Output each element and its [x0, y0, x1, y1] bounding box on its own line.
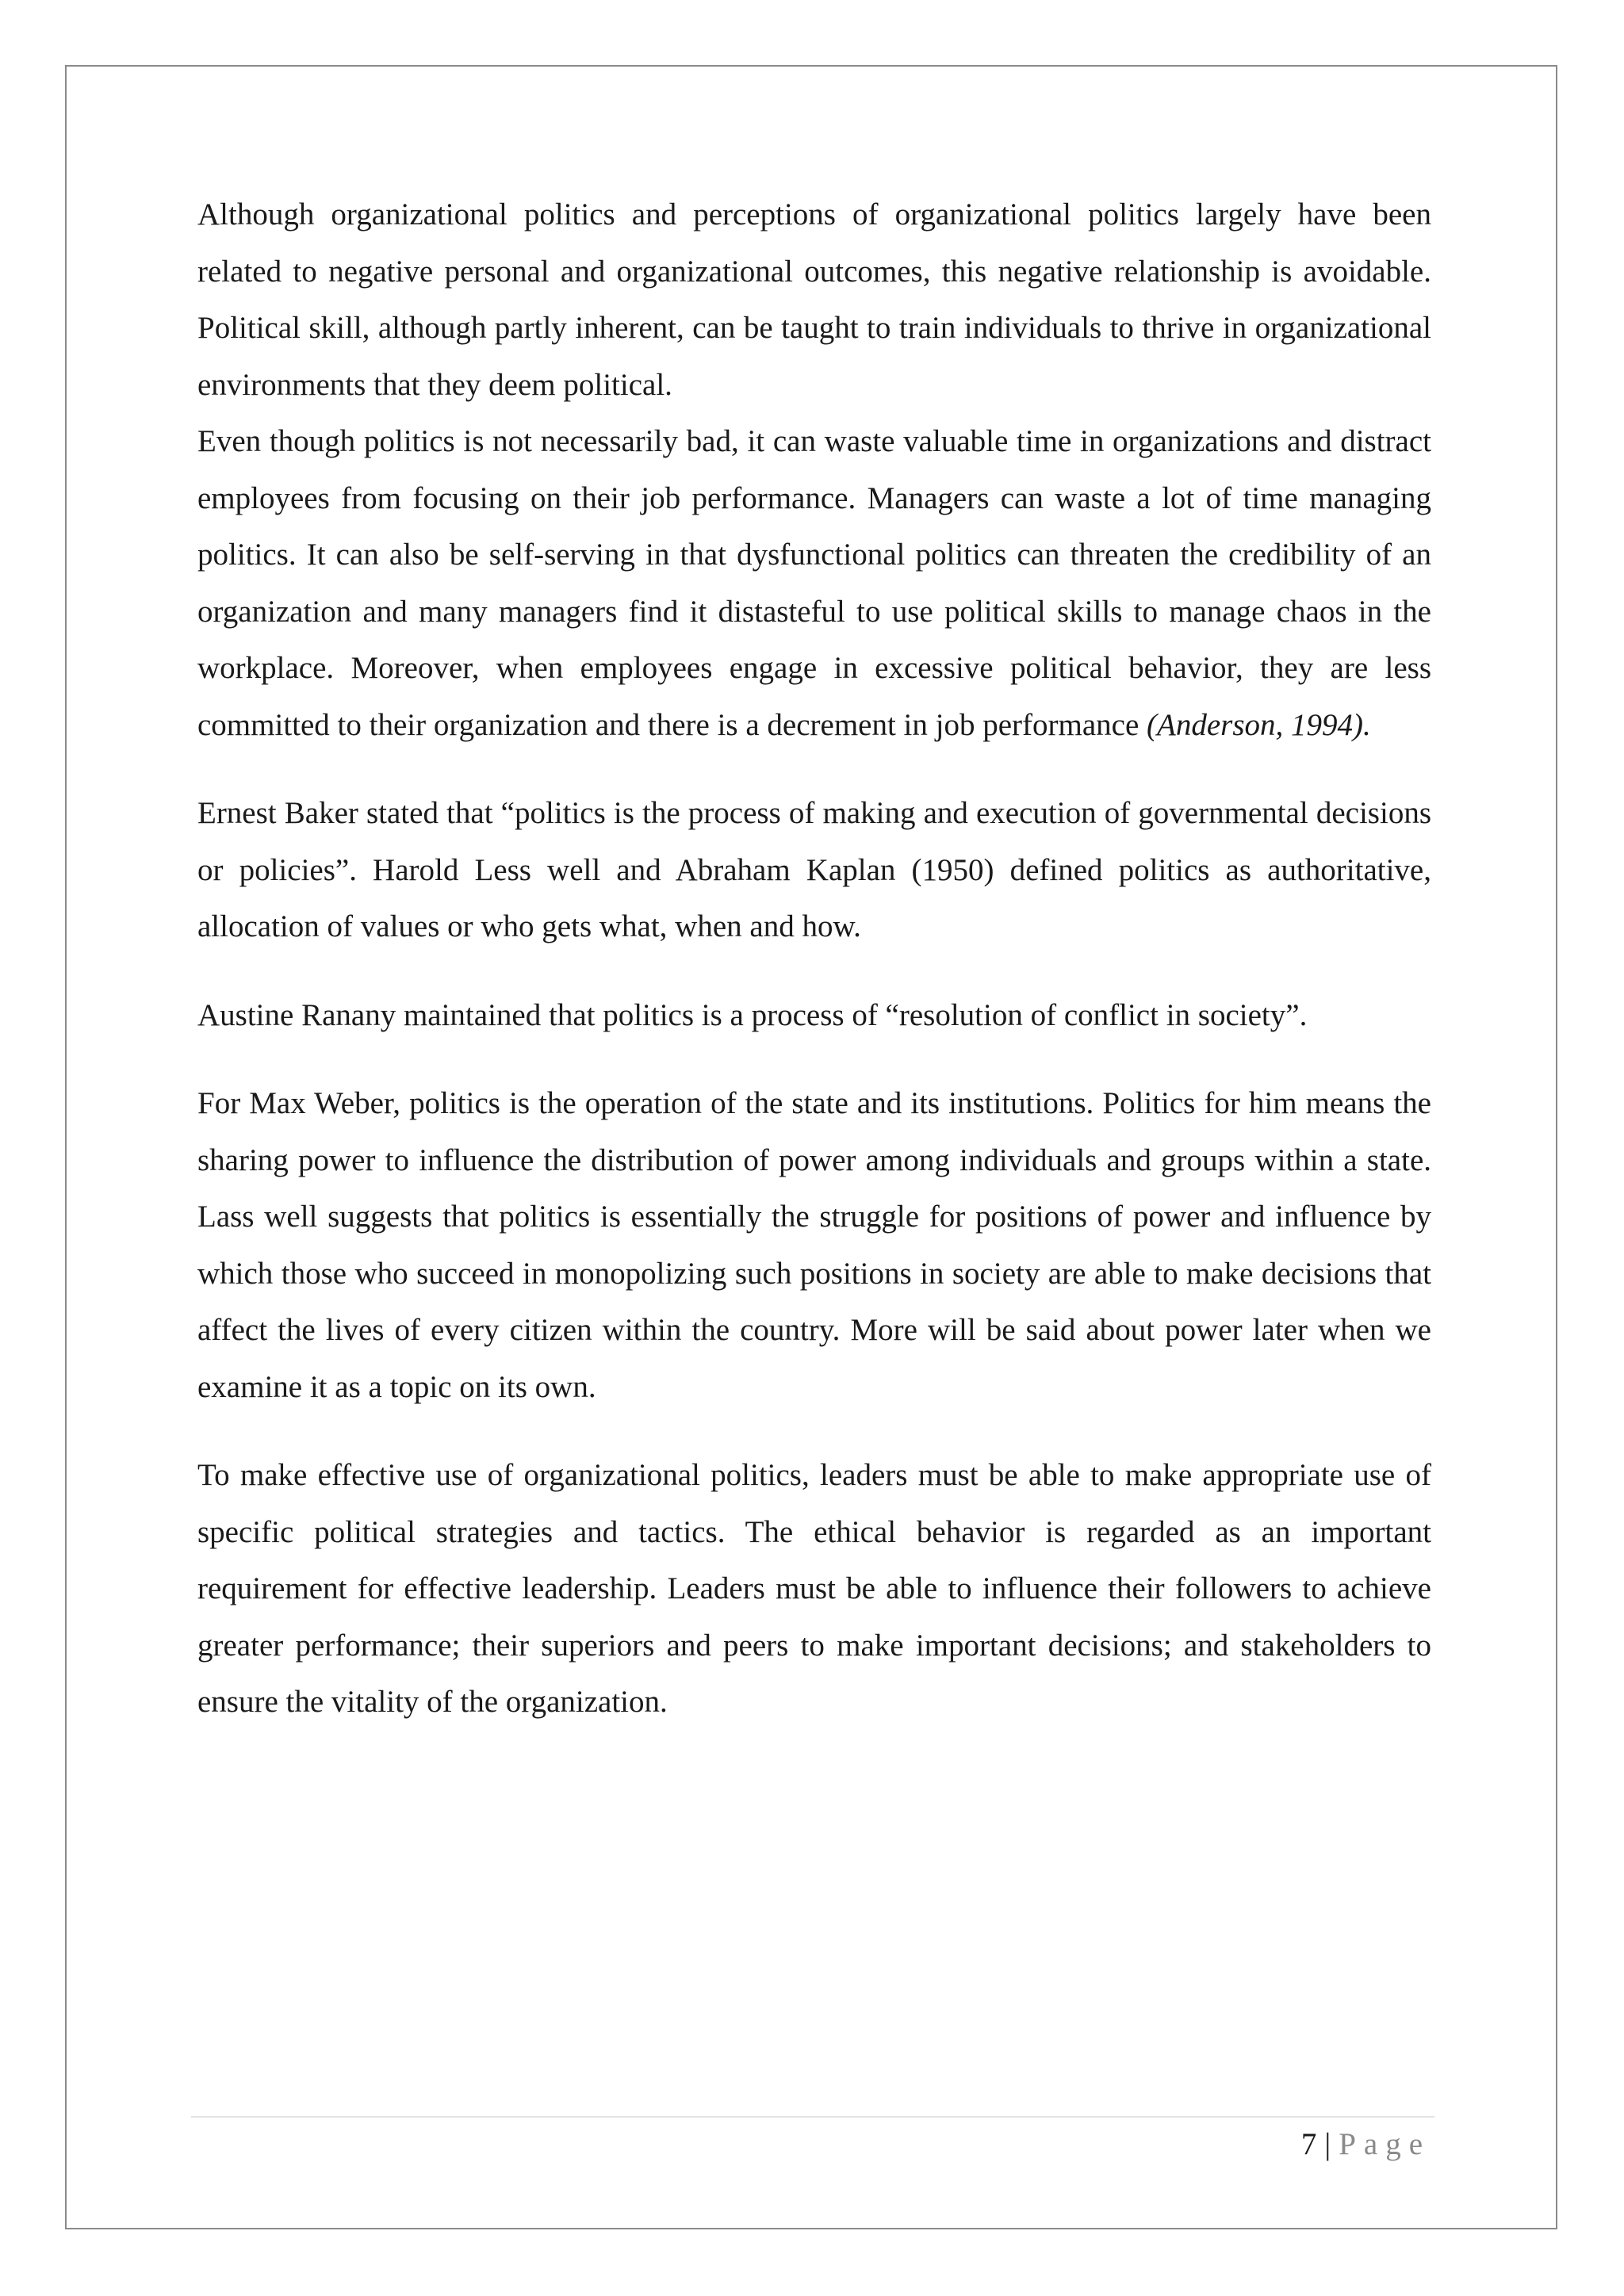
- paragraph-3: Ernest Baker stated that “politics is the process of making and execution of governmental decisions or policies”. Harold Less well and Abraham Kaplan (1950) defined politics as authoritative, allocation of values or who gets what, when and how.: [197, 796, 1431, 943]
- paragraph-6: To make effective use of organizational politics, leaders must be able to make appropriate use of specific political strategies and tactics. The ethical behavior is regarded as an important requirement for effective leadership. Leaders must be able to influence their followers to achieve greater performance; their superiors and peers to make important decisions; and stakeholders to ensure the vitality of the organization.: [197, 1458, 1431, 1719]
- paragraph-4: Austine Ranany maintained that politics is a process of “resolution of conflict in society”.: [197, 997, 1308, 1032]
- paragraph-2: [197, 413, 1431, 753]
- page-number: 7: [1300, 2127, 1317, 2161]
- citation: (Anderson, 1994).: [1147, 707, 1371, 742]
- footer-separator: |: [1324, 2127, 1331, 2161]
- page-label: Page: [1339, 2127, 1431, 2161]
- page-footer: [1301, 2125, 1431, 2164]
- paragraph-2-text: Even though politics is not necessarily bad, it can waste valuable time in organizations and distract employees from focusing on their job performance. Managers can waste a lot of time managing politics. It can also be self-serving in that dysfunctional politics can threaten the credibility of an organization and many managers find it distasteful to use political skills to manage chaos in the workplace. Moreover, when employees engage in excessive political behavior, they are less committed to their organization and there is a decrement in job performance: [197, 424, 1431, 742]
- paragraph-5: For Max Weber, politics is the operation of the state and its institutions. Politics for him means the sharing power to influence the distribution of power among individuals and groups within a state. Lass well suggests that politics is essentially the struggle for positions of power and influence by which those who succeed in monopolizing such positions in society are able to make decisions that affect the lives of every citizen within the country. More will be said about power later when we examine it as a topic on its own.: [197, 1086, 1431, 1404]
- footer-divider: [191, 2116, 1434, 2118]
- paragraph-1: Although organizational politics and perceptions of organizational politics largely have been related to negative personal and organizational outcomes, this negative relationship is avoidable. Political skill, although partly inherent, can be taught to train individuals to thrive in organizational environments that they deem political.: [197, 197, 1431, 402]
- body-text: [197, 186, 1431, 1731]
